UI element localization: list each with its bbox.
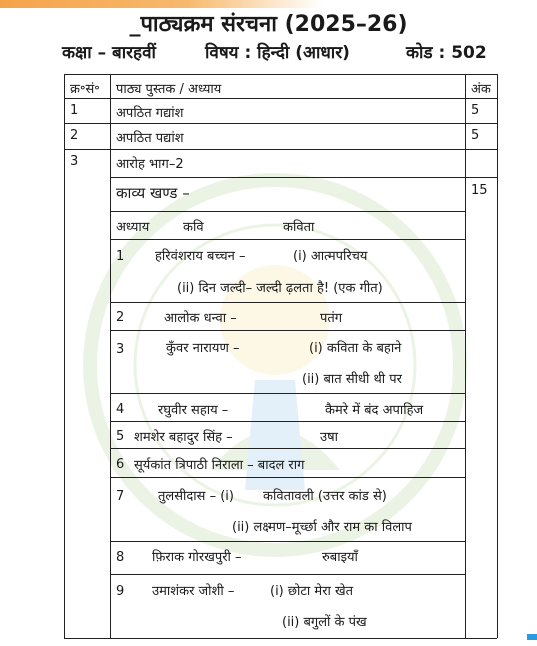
chapter-2-no: 2 [116, 310, 125, 325]
chapter-6-no: 6 [116, 457, 125, 472]
chapter-1-poem-2: (ii) दिन जल्दी– जल्दी ढ़लता है! (एक गीत) [177, 281, 383, 296]
chapter-5-poem-1: उषा [320, 430, 339, 445]
chapter-7-poem-2: (ii) लक्ष्मण–मूर्च्छा और राम का विलाप [232, 520, 412, 535]
header-book: पाठ्य पुस्तक / अध्याय [116, 82, 222, 97]
chapter-3-no: 3 [116, 342, 125, 357]
row-2-marks: 5 [471, 128, 480, 143]
row-3-book: आरोह भाग–2 [116, 157, 184, 172]
chapter-2-poet: आलोक धन्वा – [164, 311, 237, 326]
row-divider [110, 541, 465, 542]
header-marks: अंक [471, 82, 491, 97]
chapter-7-poet: तुलसीदास – (i) [158, 489, 234, 504]
subheader-poet: कवि [183, 220, 204, 235]
row-divider [110, 421, 465, 422]
row-2-sno: 2 [70, 128, 79, 143]
chapter-1-no: 1 [116, 249, 125, 264]
row-2-book: अपठित पद्यांश [116, 131, 184, 146]
subject-label: विषय : हिन्दी (आधार) [205, 43, 350, 63]
chapter-4-poem-1: कैमरे में बंद अपाहिज [325, 403, 424, 418]
chapter-6-poet: सूर्यकांत त्रिपाठी निराला – बादल राग [134, 458, 305, 473]
table-border-bottom [64, 638, 497, 639]
chapter-7-no: 7 [116, 489, 125, 504]
table-border-left [64, 74, 65, 638]
chapter-9-poem-1: (i) छोटा मेरा खेत [270, 584, 354, 599]
chapter-3-poem-1: (i) कविता के बहाने [309, 341, 402, 356]
row-divider [64, 98, 497, 99]
row-divider [64, 149, 497, 150]
chapter-3-poem-2: (ii) बात सीधी थी पर [302, 372, 402, 387]
row-divider [110, 448, 465, 449]
row-1-sno: 1 [70, 103, 79, 118]
poetry-section-title: काव्य खण्ड – [116, 184, 190, 202]
row-divider [110, 477, 465, 478]
row-divider [110, 211, 465, 212]
header-sno: क्र॰सं॰ [70, 82, 100, 97]
row-1-book: अपठित गद्यांश [116, 106, 184, 121]
row-divider [64, 123, 497, 124]
chapter-9-poet: उमाशंकर जोशी – [152, 584, 235, 599]
chapter-8-no: 8 [116, 550, 125, 565]
course-code: कोड : 502 [406, 43, 487, 63]
row-divider [110, 393, 465, 394]
poetry-section-marks: 15 [471, 183, 488, 198]
top-accent-bar [0, 0, 537, 8]
row-3-sno: 3 [70, 154, 79, 169]
col-divider [110, 74, 111, 638]
row-divider [110, 330, 465, 331]
chapter-1-poet: हरिवंशराय बच्चन – [155, 249, 246, 264]
subheader-poem: कविता [283, 220, 315, 235]
chapter-9-no: 9 [116, 584, 125, 599]
chapter-7-poem-1: कवितावली (उत्तर कांड से) [263, 489, 387, 504]
chapter-1-poem-1: (i) आत्मपरिचय [293, 249, 368, 264]
chapter-5-poet: शमशेर बहादुर सिंह – [134, 430, 233, 445]
chapter-3-poet: कुँवर नारायण – [166, 341, 240, 356]
chapter-4-no: 4 [116, 402, 125, 417]
col-divider [465, 74, 466, 638]
subheader-chapter: अध्याय [116, 220, 150, 235]
chapter-5-no: 5 [116, 429, 125, 444]
table-border-right [497, 74, 498, 638]
row-divider [110, 302, 465, 303]
class-label: कक्षा – बारहवीं [62, 43, 156, 63]
row-divider [110, 177, 497, 178]
row-divider [110, 239, 465, 240]
chapter-9-poem-2: (ii) बगुलों के पंख [282, 615, 367, 630]
chapter-8-poem-1: रुबाइयाँ [322, 550, 358, 565]
row-1-marks: 5 [471, 103, 480, 118]
page-title: _पाठ्यक्रम संरचना (2025–26) [129, 12, 408, 37]
row-divider [110, 574, 465, 575]
corner-accent [527, 634, 537, 640]
chapter-4-poet: रघुवीर सहाय – [158, 403, 229, 418]
chapter-2-poem-1: पतंग [320, 311, 343, 326]
chapter-8-poet: फ़िराक गोरखपुरी – [152, 550, 242, 565]
table-border-top [64, 74, 497, 75]
